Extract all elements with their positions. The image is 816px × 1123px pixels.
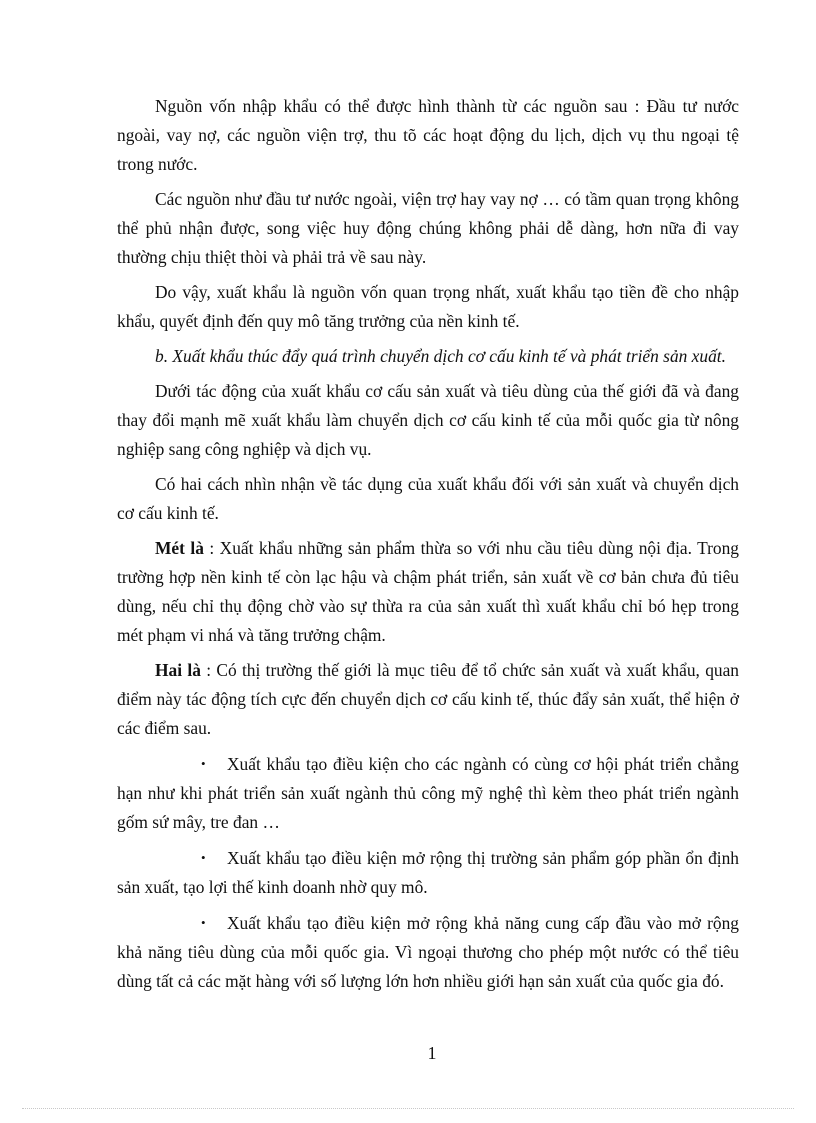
paragraph-structure-change: Dưới tác động của xuất khẩu cơ cấu sản xuất và tiêu dùng của thế giới đã và đang thay đổi mạnh mẽ xuất khẩu làm chuyển dịch cơ cấu kinh tế của mỗi quốc gia từ nông nghiệp sang công nghiệp và dịch vụ. [117, 381, 739, 459]
view-one-lead: Mét là [155, 538, 204, 558]
paragraph-import-sources: Nguồn vốn nhập khẩu có thể được hình thành từ các nguồn sau : Đầu tư nước ngoài, vay nợ, các nguồn viện trợ, thu tõ các hoạt động du lịch, dịch vụ thu ngoại tệ trong nước. [117, 96, 739, 174]
view-two-text: : Có thị trường thế giới là mục tiêu để tổ chức sản xuất và xuất khẩu, quan điểm này tác động tích cực đến chuyển dịch cơ cấu kinh tế, thúc đẩy sản xuất, thể hiện ở các điểm sau. [117, 660, 739, 738]
footer-divider [22, 1108, 794, 1109]
section-heading-b: b. Xuất khẩu thúc đẩy quá trình chuyển dịch cơ cấu kinh tế và phát triển sản xuất. [155, 346, 726, 366]
view-one-text: : Xuất khẩu những sản phẩm thừa so với nhu cầu tiêu dùng nội địa. Trong trường hợp nền kinh tế còn lạc hậu và chậm phát triển, sản xuất về cơ bản chưa đủ tiêu dùng, nếu chỉ thụ động chờ vào sự thừa ra của sản xuất thì xuất khẩu chỉ bó hẹp trong mét phạm vi nhá và tăng trưởng chậm. [117, 538, 739, 645]
paragraph-two-views: Có hai cách nhìn nhận về tác dụng của xuất khẩu đối với sản xuất và chuyển dịch cơ cấu kinh tế. [117, 474, 739, 523]
bullet-icon: • [201, 915, 206, 930]
bullet-item [117, 843, 739, 902]
document-body [117, 92, 739, 1002]
view-two-lead: Hai là [155, 660, 201, 680]
paragraph-export-importance: Do vậy, xuất khẩu là nguồn vốn quan trọng nhất, xuất khẩu tạo tiền đề cho nhập khẩu, quyết định đến quy mô tăng trưởng của nền kinh tế. [117, 282, 739, 331]
bullet-text: Xuất khẩu tạo điều kiện cho các ngành có cùng cơ hội phát triển chẳng hạn như khi phát triển sản xuất ngành thủ công mỹ nghệ thì kèm theo phát triển ngành gốm sứ mây, tre đan … [117, 754, 739, 832]
paragraph-view-two [117, 656, 739, 743]
bullet-item [117, 908, 739, 996]
bullet-icon: • [201, 756, 206, 771]
bullet-text: Xuất khẩu tạo điều kiện mở rộng khả năng cung cấp đầu vào mở rộng khả năng tiêu dùng của mỗi quốc gia. Vì ngoại thương cho phép một nước có thể tiêu dùng tất cả các mặt hàng với số lượng lớn hơn nhiều giới hạn sản xuất của quốc gia đó. [117, 913, 739, 991]
bullet-text: Xuất khẩu tạo điều kiện mở rộng thị trường sản phẩm góp phần ổn định sản xuất, tạo lợi thế kinh doanh nhờ quy mô. [117, 848, 739, 897]
bullet-icon: • [201, 850, 206, 865]
page-number: 1 [427, 1043, 437, 1063]
bullet-item [117, 749, 739, 837]
paragraph-foreign-capital: Các nguồn như đầu tư nước ngoài, viện trợ hay vay nợ … có tầm quan trọng không thể phủ nhận được, song việc huy động chúng không phải dễ dàng, hơn nữa đi vay thường chịu thiệt thòi và phải trả về sau này. [117, 189, 739, 267]
paragraph-view-one [117, 534, 739, 650]
